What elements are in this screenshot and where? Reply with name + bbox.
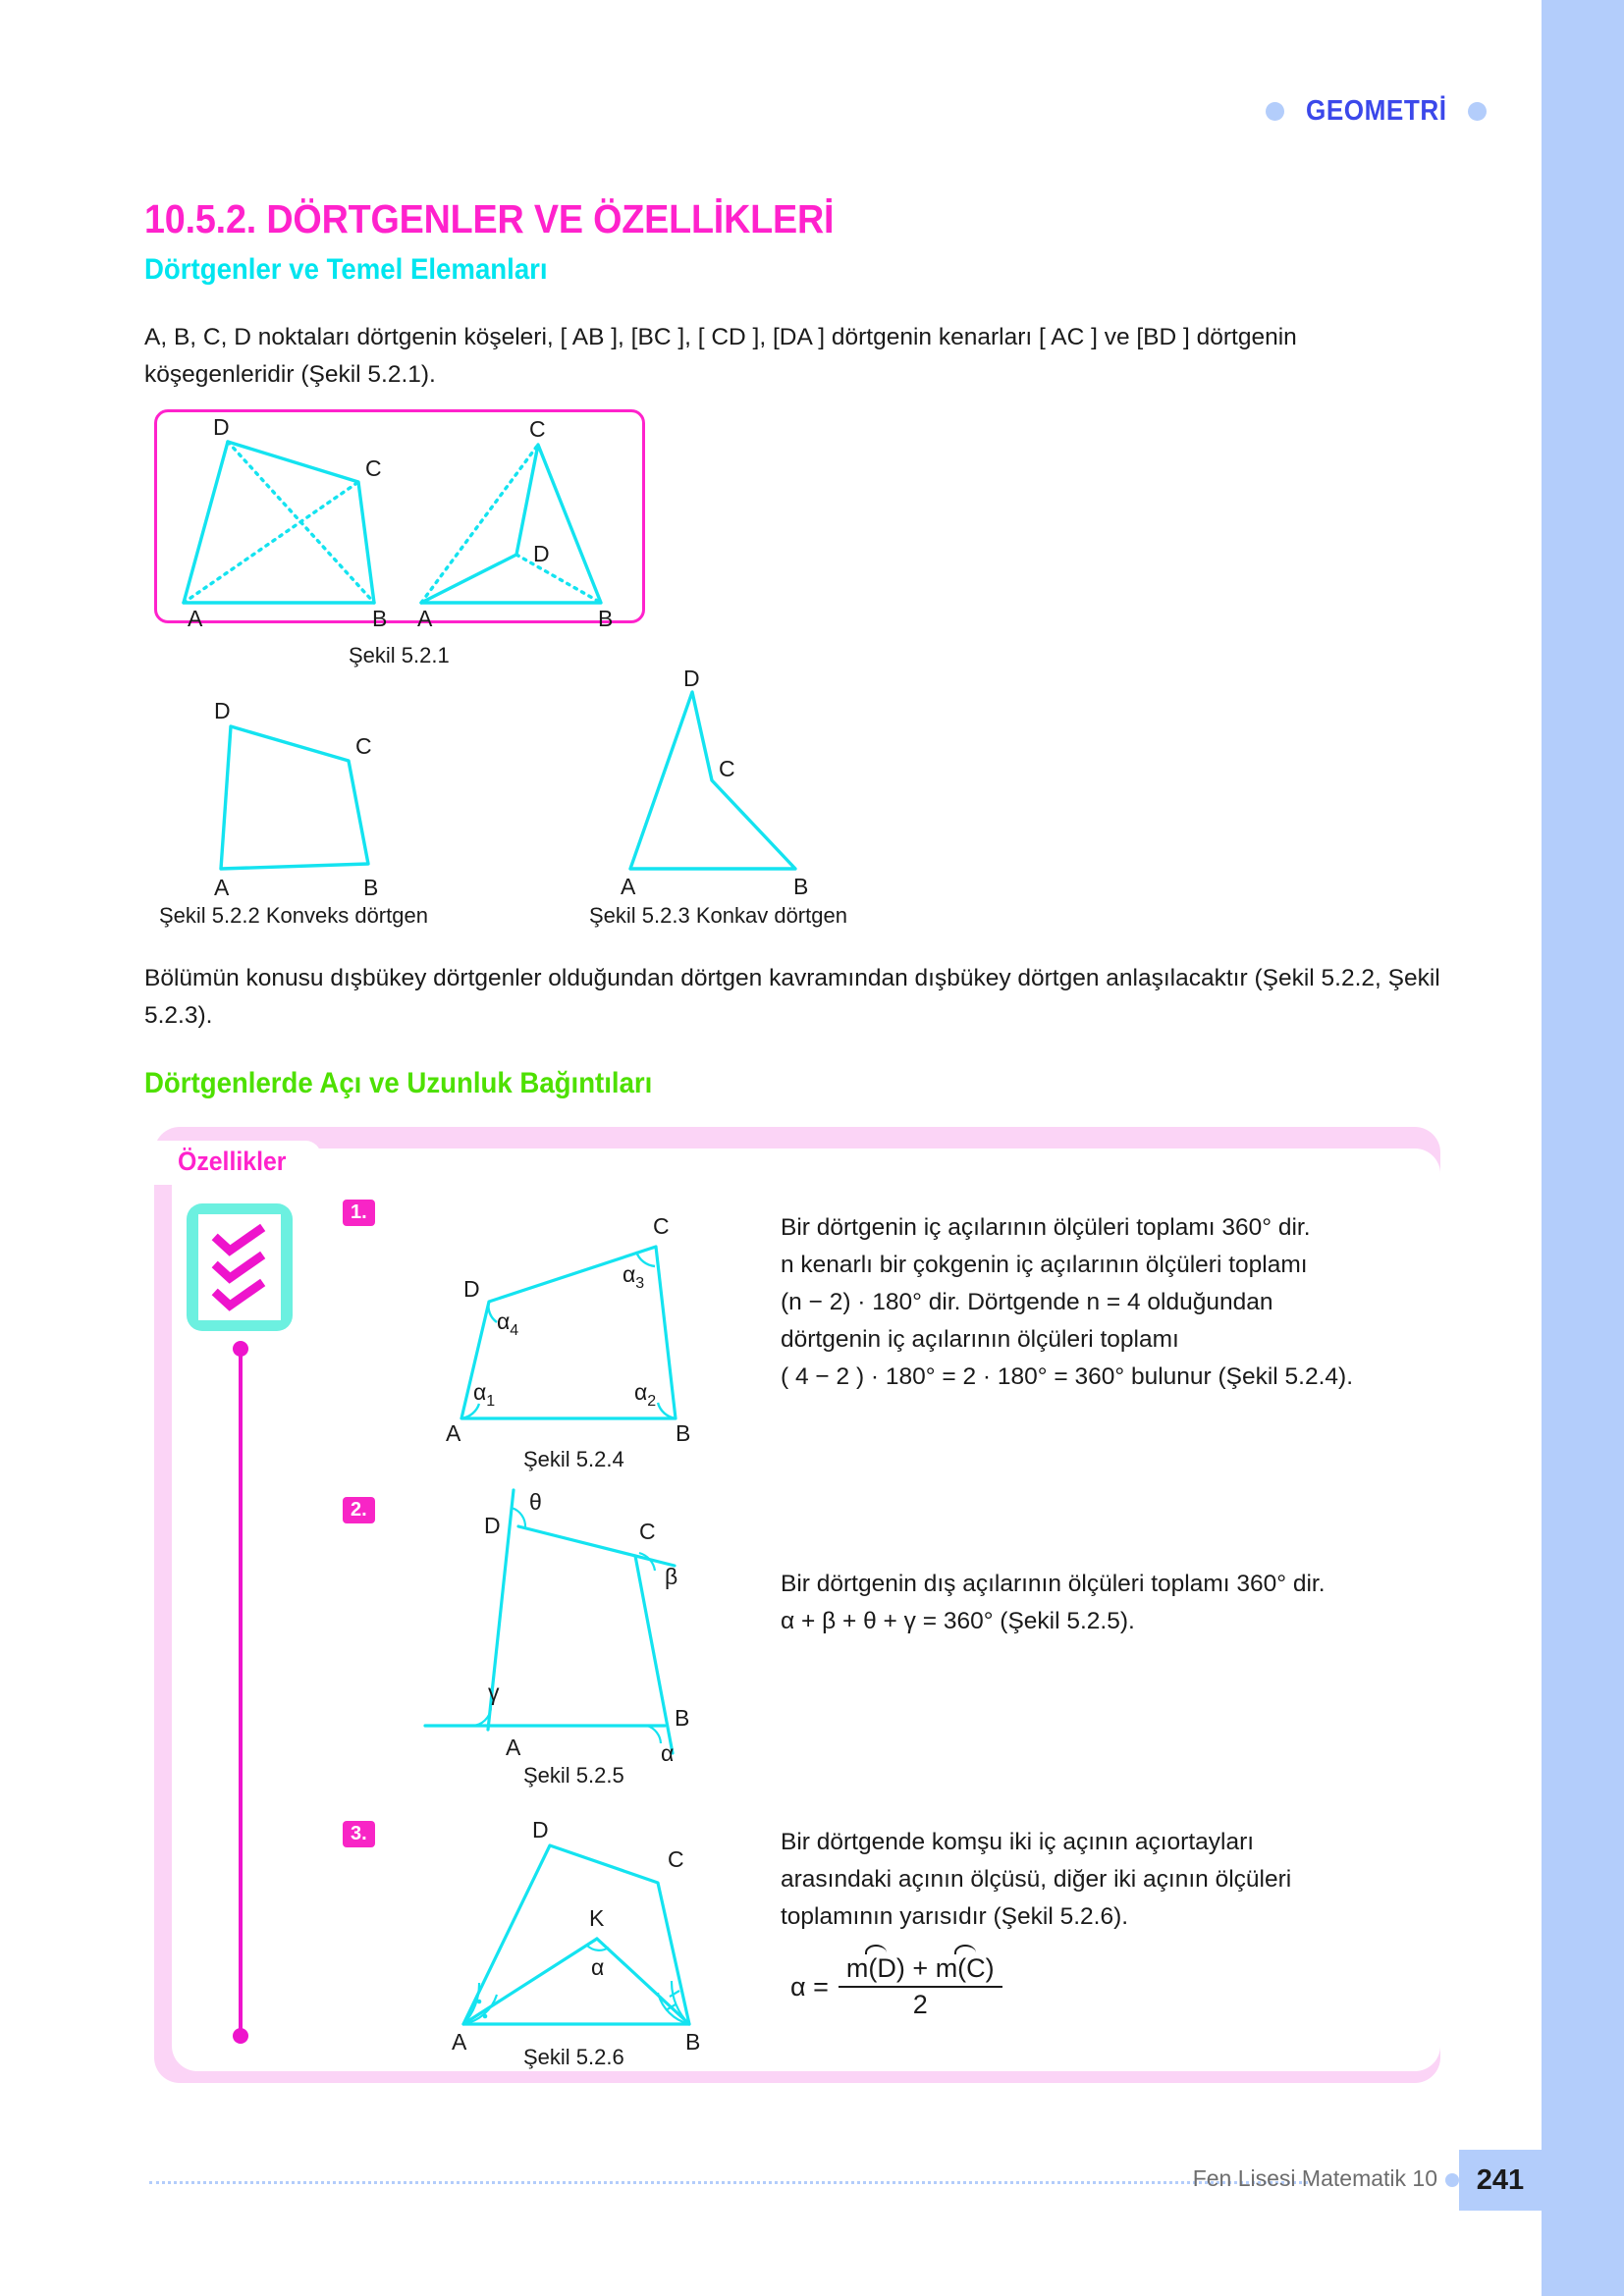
property-1-line-4: dörtgenin iç açılarının ölçüleri toplamı bbox=[781, 1326, 1179, 1353]
running-head bbox=[1266, 95, 1487, 128]
property-3-line-3: toplamının yarısıdır (Şekil 5.2.6). bbox=[781, 1903, 1129, 1930]
formula-denominator: 2 bbox=[912, 1990, 928, 2019]
property-number-2: 2. bbox=[343, 1497, 375, 1523]
subsection-title: Dörtgenler ve Temel Elemanları bbox=[144, 253, 548, 286]
formula-lhs: α = bbox=[790, 1971, 829, 2002]
svg-text:β: β bbox=[665, 1564, 678, 1589]
properties-tab-label: Özellikler bbox=[178, 1147, 287, 1176]
property-text-2 bbox=[781, 1566, 1429, 1640]
formula-fraction bbox=[839, 1953, 1002, 2020]
figure-5-2-2 bbox=[196, 687, 491, 900]
svg-text:θ: θ bbox=[529, 1489, 542, 1515]
svg-text:α4: $\alpha_4$ bbox=[497, 1308, 519, 1339]
checklist-icon-inner bbox=[198, 1214, 281, 1320]
formula-numerator bbox=[839, 1953, 1002, 1988]
footer-book-title: Fen Lisesi Matematik 10 bbox=[1192, 2165, 1437, 2191]
property-3-line-2: arasındaki açının ölçüsü, diğer iki açının ölçüleri bbox=[781, 1866, 1292, 1893]
figure-5-2-6 bbox=[422, 1816, 717, 2055]
svg-text:A: A bbox=[446, 1420, 461, 1446]
property-1-line-3: (n − 2) · 180° dir. Dörtgende n = 4 olduğundan bbox=[781, 1289, 1273, 1315]
figure-5-2-5-caption: Şekil 5.2.5 bbox=[523, 1763, 624, 1788]
property-1-line-5: ( 4 − 2 ) · 180° = 2 · 180° = 360° bulunur (Şekil 5.2.4). bbox=[781, 1363, 1354, 1390]
svg-text:B: B bbox=[363, 875, 379, 900]
figure-5-2-5 bbox=[407, 1472, 722, 1766]
spine-line bbox=[239, 1347, 243, 2036]
svg-text:B: B bbox=[685, 2029, 701, 2055]
property-3-formula bbox=[790, 1953, 1002, 2020]
svg-text:C: C bbox=[653, 1213, 670, 1239]
intro-paragraph: A, B, C, D noktaları dörtgenin köşeleri, [ AB ], [BC ], [ CD ], [DA ] dörtgenin kenarları [ AC ] ve [BD ] dörtgenin köşegenleridir (Şekil 5.2.1). bbox=[144, 324, 1297, 388]
svg-text:α2: $\alpha_2$ bbox=[634, 1379, 657, 1410]
svg-text:A: A bbox=[452, 2029, 467, 2055]
svg-text:B: B bbox=[793, 874, 809, 899]
svg-text:B: B bbox=[676, 1420, 691, 1446]
svg-text:D: D bbox=[213, 414, 230, 440]
figure-5-2-3-caption: Şekil 5.2.3 Konkav dörtgen bbox=[589, 903, 847, 928]
svg-text:B: B bbox=[598, 606, 614, 631]
right-edge-strip bbox=[1542, 0, 1624, 2296]
svg-text:A: A bbox=[188, 606, 203, 631]
figure-5-2-4-caption: Şekil 5.2.4 bbox=[523, 1447, 624, 1471]
property-text-1 bbox=[781, 1209, 1429, 1396]
svg-text:C: C bbox=[355, 733, 372, 759]
svg-text:C: C bbox=[719, 756, 735, 781]
spine-dot-bottom bbox=[233, 2028, 248, 2044]
figure-5-2-2-caption: Şekil 5.2.2 Konveks dörtgen bbox=[159, 903, 428, 928]
svg-text:D: D bbox=[214, 698, 231, 723]
svg-text:D: D bbox=[463, 1276, 480, 1302]
svg-text:A: A bbox=[214, 875, 230, 900]
property-number-3: 3. bbox=[343, 1821, 375, 1847]
formula-operator: + bbox=[912, 1953, 929, 1983]
property-1-line-2: n kenarlı bir çokgenin iç açılarının ölçüleri toplamı bbox=[781, 1252, 1308, 1278]
subsection-title-2: Dörtgenlerde Açı ve Uzunluk Bağıntıları bbox=[144, 1067, 653, 1099]
page-number: 241 bbox=[1476, 2163, 1525, 2196]
svg-text:D: D bbox=[484, 1513, 501, 1538]
check-icon bbox=[214, 1255, 265, 1280]
svg-text:α1: $\alpha_1$ bbox=[473, 1379, 496, 1410]
figure-5-2-1-caption: Şekil 5.2.1 bbox=[349, 643, 450, 667]
subject-label: GEOMETRİ bbox=[1305, 95, 1447, 127]
figure-5-2-4 bbox=[422, 1207, 717, 1448]
svg-text:A: A bbox=[417, 606, 433, 631]
svg-text:D: D bbox=[683, 666, 700, 691]
property-2-line-1: Bir dörtgenin dış açılarının ölçüleri toplamı 360° dir. bbox=[781, 1571, 1326, 1597]
property-3-line-1: Bir dörtgende komşu iki iç açının açıortayları bbox=[781, 1829, 1255, 1855]
figure-5-2-1 bbox=[154, 409, 645, 631]
svg-text:γ: γ bbox=[488, 1680, 500, 1705]
svg-text:C: C bbox=[668, 1846, 684, 1872]
checklist-icon bbox=[187, 1203, 293, 1331]
formula-term-a: m(D) bbox=[845, 1953, 905, 1983]
footer-dot-icon bbox=[1445, 2173, 1459, 2187]
svg-text:α: α bbox=[591, 1954, 605, 1980]
svg-text:A: A bbox=[506, 1735, 521, 1760]
properties-tab bbox=[154, 1141, 321, 1185]
check-icon bbox=[214, 1227, 265, 1253]
svg-text:C: C bbox=[529, 416, 546, 442]
svg-text:α3: $\alpha_3$ bbox=[623, 1261, 645, 1292]
convex-paragraph: Bölümün konusu dışbükey dörtgenler olduğundan dörtgen kavramından dışbükey dörtgen anlaşılacaktır (Şekil 5.2.2, Şekil 5.2.3). bbox=[144, 965, 1440, 1029]
svg-text:K: K bbox=[589, 1905, 605, 1931]
bullet-dot-icon bbox=[1266, 102, 1284, 121]
property-1-line-1: Bir dörtgenin iç açılarının ölçüleri toplamı 360° dir. bbox=[781, 1214, 1311, 1241]
formula-term-b: m(C) bbox=[935, 1953, 995, 1983]
svg-text:B: B bbox=[675, 1705, 690, 1731]
bullet-dot-icon bbox=[1468, 102, 1487, 121]
svg-text:A: A bbox=[621, 874, 636, 899]
svg-text:D: D bbox=[533, 541, 550, 566]
svg-text:C: C bbox=[639, 1519, 656, 1544]
section-title: 10.5.2. DÖRTGENLER VE ÖZELLİKLERİ bbox=[144, 196, 835, 241]
property-text-3 bbox=[781, 1824, 1429, 1936]
property-number-1: 1. bbox=[343, 1200, 375, 1226]
property-2-line-2: α + β + θ + γ = 360° (Şekil 5.2.5). bbox=[781, 1608, 1135, 1634]
figure-5-2-6-caption: Şekil 5.2.6 bbox=[523, 2045, 624, 2069]
figure-5-2-3 bbox=[609, 666, 903, 899]
svg-text:D: D bbox=[532, 1817, 549, 1842]
page-number-tab bbox=[1459, 2150, 1542, 2211]
svg-text:B: B bbox=[372, 606, 388, 631]
svg-text:α: α bbox=[661, 1740, 675, 1766]
footer-rule bbox=[149, 2181, 1308, 2184]
check-icon bbox=[214, 1282, 265, 1308]
svg-text:C: C bbox=[365, 455, 382, 481]
